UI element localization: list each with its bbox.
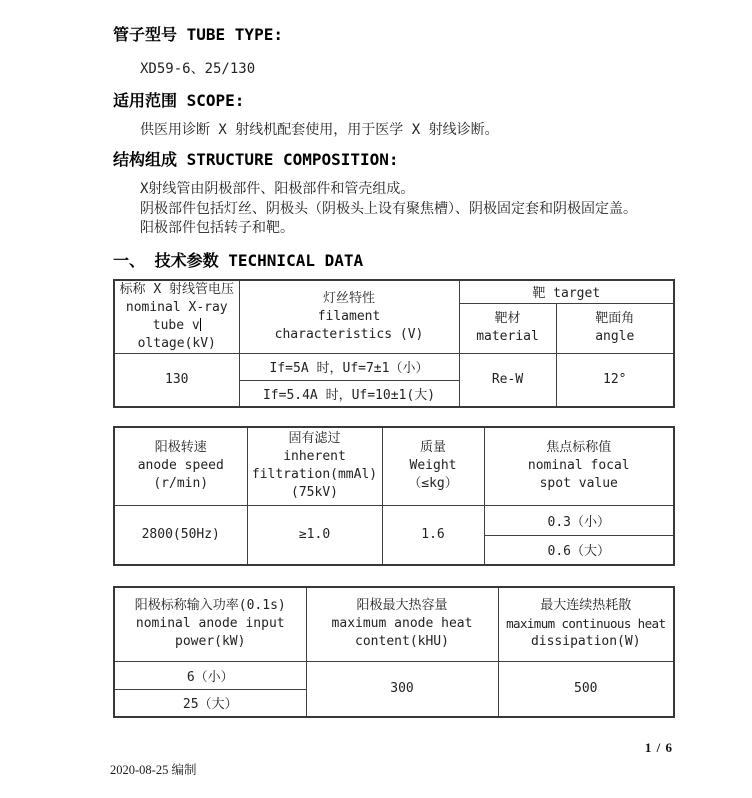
header-nominal-voltage-cn: 标称 X 射线管电压 [119, 281, 234, 297]
cell-focal-large: 0.6（大） [484, 535, 674, 565]
header-filament-cn: 灯丝特性 [322, 290, 375, 306]
header-max-heat-content [306, 587, 498, 661]
cell-filament-small-focus: If=5A 时，Uf=7±1（小） [239, 353, 459, 380]
header-target: 靶 target [459, 280, 674, 304]
table-power-heat [113, 586, 675, 718]
header-dissipation-en2: dissipation(W) [530, 634, 641, 650]
heading-structure-composition: 结构组成 STRUCTURE COMPOSITION: [113, 150, 399, 169]
cell-dissipation-value: 500 [498, 661, 674, 717]
header-dissipation-cn: 最大连续热耗散 [540, 598, 632, 614]
header-anode-speed-en: anode speed [137, 458, 224, 474]
header-focal-spot-en2: spot value [539, 476, 618, 492]
cell-anode-speed-value: 2800(50Hz) [114, 505, 247, 565]
header-dissipation-en1: maximum continuous heat [506, 616, 666, 632]
voltage-text-after-cursor: oltage(kV) [137, 335, 216, 351]
tube-type-value: XD59-6、25/130 [140, 61, 256, 77]
header-weight-cn: 质量 [419, 440, 446, 456]
header-anode-speed [114, 427, 247, 505]
header-heat-content-en2: content(kHU) [355, 634, 449, 650]
cell-filtration-value: ≥1.0 [247, 505, 382, 565]
header-focal-spot-cn: 焦点标称值 [546, 440, 612, 456]
cell-power-large: 25（大） [114, 689, 306, 717]
document-body [113, 0, 673, 718]
cell-target-material-value: Re-W [459, 353, 556, 407]
header-nominal-voltage-en1: nominal X-ray [125, 299, 228, 315]
header-target-material-en: material [476, 329, 539, 345]
cell-voltage-value: 130 [114, 353, 239, 407]
header-anode-speed-unit: (r/min) [153, 476, 209, 492]
header-input-power-en1: nominal anode input [135, 616, 285, 632]
structure-line-1: X射线管由阴极部件、阳极部件和管壳组成。 [140, 181, 415, 197]
header-target-material [459, 303, 556, 353]
cell-target-angle-value: 12° [556, 353, 674, 407]
header-target-angle-en: angle [595, 329, 635, 345]
voltage-text-before-cursor: tube v [152, 317, 200, 333]
footer-date-note: 2020-08-25 编制 [110, 763, 197, 777]
table-tube-voltage [113, 279, 675, 409]
cell-filament-large-focus: If=5.4A 时，Uf=10±1(大) [239, 380, 459, 407]
header-weight [382, 427, 484, 505]
scope-text: 供医用诊断 X 射线机配套使用，用于医学 X 射线诊断。 [140, 122, 499, 138]
header-nominal-voltage [114, 280, 239, 354]
header-nominal-input-power [114, 587, 306, 661]
header-weight-unit: （≤kg） [408, 476, 458, 492]
cell-focal-small: 0.3（小） [484, 505, 674, 535]
header-target-material-cn: 靶材 [494, 311, 521, 327]
table-anode-parameters [113, 426, 675, 566]
heading-tube-type: 管子型号 TUBE TYPE: [113, 25, 283, 44]
page-number: 1 / 6 [644, 740, 673, 755]
header-focal-spot [484, 427, 674, 505]
header-nominal-voltage-en2 [115, 317, 239, 353]
header-input-power-cn: 阳极标称输入功率(0.1s) [134, 598, 286, 614]
heading-technical-data: 一、 技术参数 TECHNICAL DATA [113, 250, 364, 270]
header-filtration-cn: 固有滤过 [288, 431, 341, 447]
cell-weight-value: 1.6 [382, 505, 484, 565]
header-filtration-en1: inherent [283, 449, 346, 465]
header-target-angle [556, 303, 674, 353]
header-focal-spot-en1: nominal focal [527, 458, 630, 474]
header-filtration-condition: (75kV) [291, 485, 338, 501]
header-filament-characteristics [239, 280, 459, 354]
header-anode-speed-cn: 阳极转速 [154, 440, 207, 456]
cell-heat-content-value: 300 [306, 661, 498, 717]
structure-paragraph [140, 180, 673, 239]
header-inherent-filtration [247, 427, 382, 505]
header-weight-en: Weight [409, 458, 457, 474]
header-filament-en2: characteristics (V) [274, 326, 424, 342]
header-target-angle-cn: 靶面角 [595, 311, 635, 327]
header-input-power-en2: power(kW) [175, 634, 246, 650]
cell-power-small: 6（小） [114, 661, 306, 689]
text-cursor [200, 318, 201, 331]
heading-scope: 适用范围 SCOPE: [113, 91, 245, 110]
header-heat-content-en1: maximum anode heat [331, 616, 473, 632]
structure-line-3: 阳极部件包括转子和靶。 [140, 220, 294, 236]
structure-line-2: 阴极部件包括灯丝、阴极头（阴极头上设有聚焦槽）、阴极固定套和阴极固定盖。 [140, 200, 637, 217]
header-max-heat-dissipation [498, 587, 674, 661]
header-heat-content-cn: 阳极最大热容量 [356, 598, 448, 614]
header-filament-en1: filament [317, 308, 381, 324]
header-filtration-en2: filtration(mmAl) [251, 467, 378, 483]
